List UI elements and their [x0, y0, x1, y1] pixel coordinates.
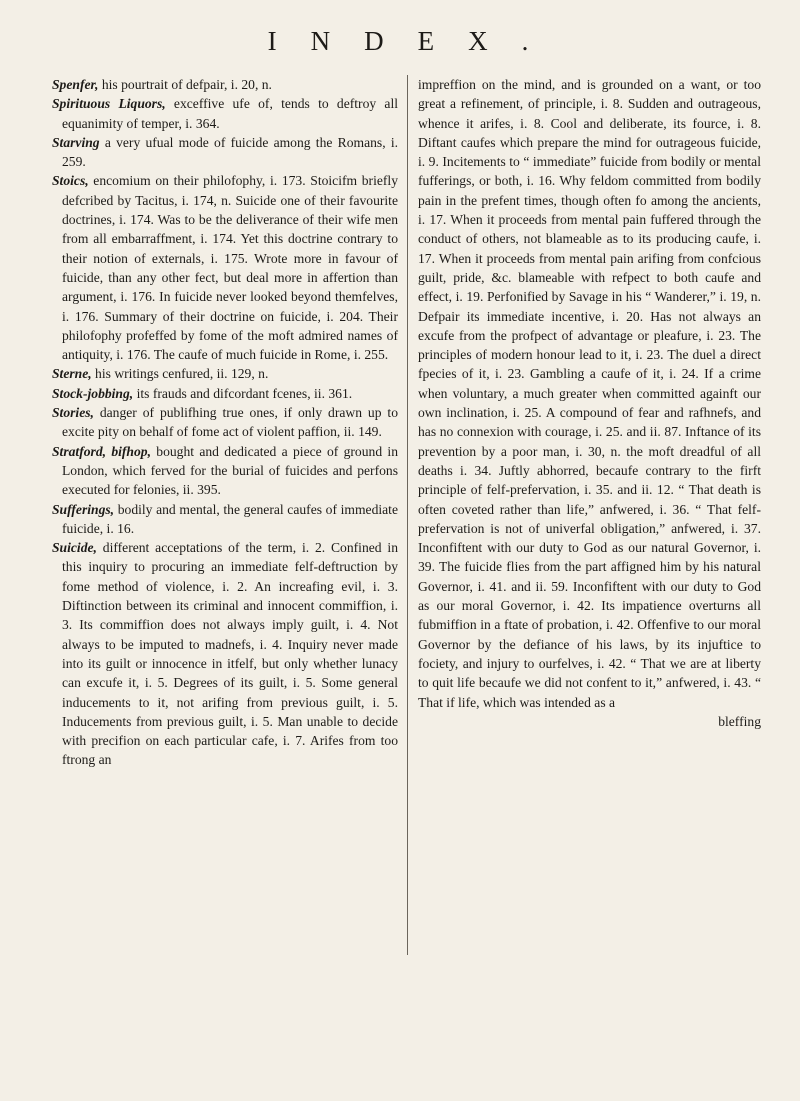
entry-text: different acceptations of the term, i. 2. Confined in this inquiry to procuring an immediate felf-deftruction by fome method of violence, i. 2. An increafing evil, i. 3. Diftinction between its criminal and innocent commiffion, i. 3. Its commiffion does not always imply guilt, i. 4. Not always to be imputed to madnefs, i. 4. Inquiry never made into its guilt or innocence in itfelf, but only whether lunacy can excufe it, i. 5. Degrees of its guilt, i. 5. Some general inducements to it, not arifing from previous guilt, i. 5. Inducements from previous guilt, i. 5. Man unable to decide with precifion on each particular cafe, i. 7. Arifes from too ftrong an	[62, 540, 398, 768]
index-entry	[52, 364, 398, 383]
entry-text: encomium on their philofophy, i. 173. Stoicifm briefly defcribed by Tacitus, i. 174, n. Suicide one of their favourite doctrines, i. 174. Was to be the deliverance of their wife men from all embarraffment, i. 174. Yet this doctrine contrary to their notion of externals, i. 175. Wrote more in favour of fuicide, than any other fect, but deal more in affertion than argument, i. 176. In fuicide never looked beyond themfelves, i. 176. Summary of their doctrine on fuicide, i. 204. Their philofophy profeffed by fome of the moft admired names of antiquity, i. 176. The caufe of much fuicide in Rome, i. 255.	[62, 173, 398, 363]
index-entry	[52, 403, 398, 442]
index-entry	[52, 133, 398, 172]
entry-text: danger of publifhing true ones, if only drawn up to excite pity on behalf of fome act of violent paffion, ii. 149.	[62, 405, 398, 440]
index-entry	[52, 500, 398, 539]
catchword: bleffing	[718, 713, 761, 729]
entry-headword: Sterne,	[52, 366, 92, 382]
entry-headword: Spirituous Liquors,	[52, 96, 166, 112]
index-entry	[52, 442, 398, 500]
entry-headword: Sufferings,	[52, 501, 115, 517]
index-entry	[52, 75, 398, 94]
page-header: INDEX.	[267, 26, 563, 56]
index-entry	[52, 94, 398, 133]
entry-headword: Starving	[52, 134, 100, 150]
entry-headword: Stoics,	[52, 173, 89, 189]
entry-text: bodily and mental, the general caufes of immediate fuicide, i. 16.	[62, 501, 398, 536]
index-entry	[52, 384, 398, 403]
right-column	[418, 75, 761, 731]
entry-text: its frauds and difcordant fcenes, ii. 361.	[133, 385, 353, 401]
entry-text: bought and dedicated a piece of ground in London, which ferved for the burial of fuicides and perfons executed for felonies, ii. 395.	[62, 443, 398, 498]
entry-text: his pourtrait of defpair, i. 20, n.	[98, 77, 272, 92]
left-column	[52, 75, 398, 770]
entry-text: exceffive ufe of, tends to deftroy all equanimity of temper, i. 364.	[62, 96, 399, 131]
entry-headword: Suicide,	[52, 540, 97, 556]
index-entry	[52, 171, 398, 364]
entry-text: a very ufual mode of fuicide among the Romans, i. 259.	[62, 134, 398, 170]
entry-text: his writings cenfured, ii. 129, n.	[91, 366, 269, 382]
index-entry	[52, 538, 398, 770]
continued-entry-text: impreffion on the mind, and is grounded on a want, or too great a refinement, of principle, i. 8. Sudden and outrageous, whence it arifes, i. 8. Cool and deliberate, its fource, i. 8. Diftant caufes which prepare the mind for outrageous fuicide, i. 9. Incitements to “ immediate” fuicide from bodily or mental fufferings, or both, i. 16. Why feldom committed from bodily pain in the prefent times, though often fo among the ancients, i. 17. When it proceeds from mental pain fuffered through the conduct of others, not blameable as to its producing caufe, i. 17. When it proceeds from mental pain arifing from confcious guilt, pride, &c. blameable with refpect to both caufe and effect, i. 19. Perfonified by Savage in his “ Wanderer,” i. 19, n. Defpair its immediate incentive, i. 20. Has not always an excufe from the profpect of advantage or pleafure, i. 23. The principles of modern honour lead to it, i. 23. The duel a direct fpecies of it, i. 23. Gambling a caufe of it, i. 24. If a crime when voluntary, a much greater when committed againft our own inclination, i. 25. A compound of fear and rafhnefs, and has no connexion with courage, i. 25. and ii. 87. Inftance of its prevention by a poor man, i. 30, n. the moft dreadful of all deaths i. 34. Juftly abhorred, becaufe contrary to the firft principle of felf-prefervation, i. 35. and ii. 12. “ That death is often coveted rather than life,” anfwered, i. 36. “ That felf-prefervation is not of univerfal obligation,” anfwered, i. 37. Inconfiftent with our duty to God as our natural Governor, i. 39. The fuicide flies from the part affigned him by his natural Governor, i. 41. and ii. 59. Inconfiftent with our duty to God as our moral Governor, i. 42. Its impatience overturns all fubmiffion in a ftate of probation, i. 42. Offenfive to our moral Governor by the defiance of his laws, by its injuftice to fociety, and injury to ourfelves, i. 42. “ That we are at liberty to quit life becaufe we did not confent to it,” anfwered, i. 43. “ That if life, which was intended as a	[418, 77, 761, 710]
entry-headword: Stratford, bifhop,	[52, 443, 151, 459]
entry-headword: Spenfer,	[52, 77, 99, 92]
entry-headword: Stories,	[52, 405, 94, 421]
column-divider	[407, 75, 408, 955]
entry-headword: Stock-jobbing,	[52, 385, 134, 401]
